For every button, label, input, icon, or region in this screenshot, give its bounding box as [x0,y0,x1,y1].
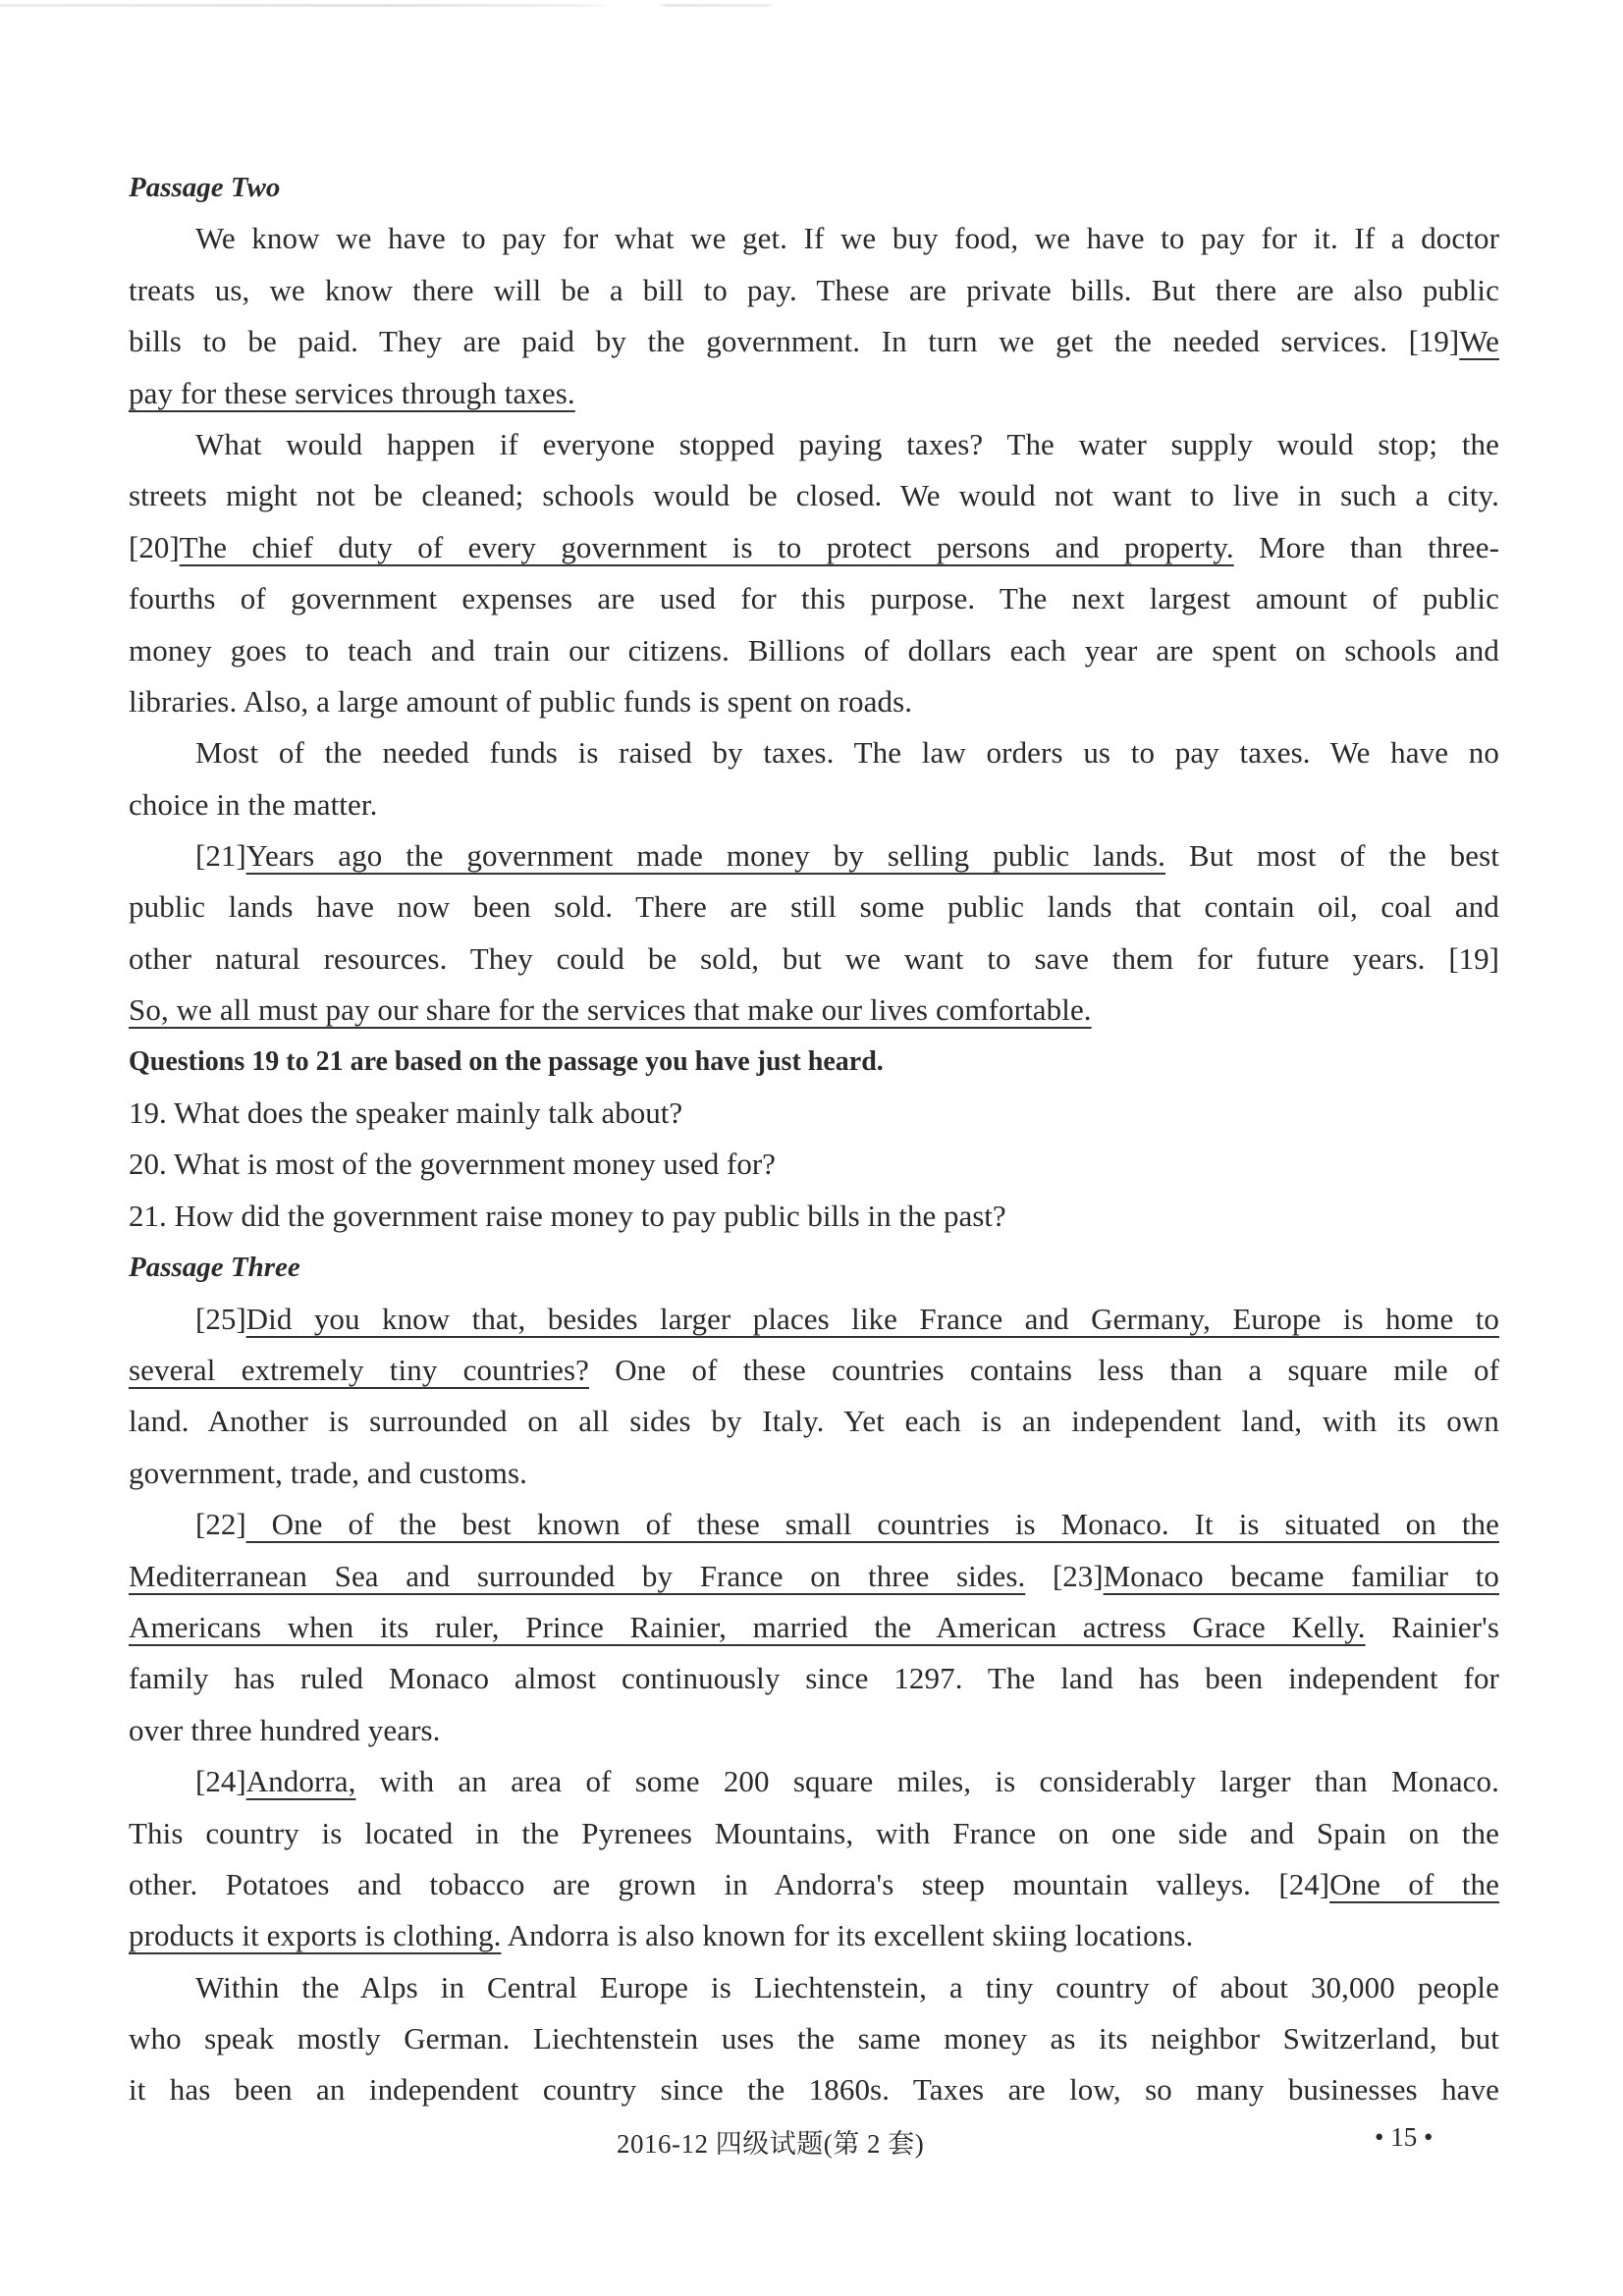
paragraph-line: over three hundred years. [129,1712,441,1747]
question-20: 20. What is most of the government money used for? [129,1147,776,1182]
underlined-answer: One of the [1329,1866,1500,1901]
paragraph-line: products it exports is clothing. Andorra is also known for its excellent skiing locations. [129,1918,1194,1953]
paragraph-line: money goes to teach and train our citizens. Billions of dollars each year are spent on schools and [129,632,1499,667]
paragraph-line [129,1551,1499,1602]
paragraph-line: choice in the matter. [129,786,378,822]
question-21: 21. How did the government raise money to pay public bills in the past? [129,1198,1006,1233]
paragraph-line: government, trade, and customs. [129,1455,527,1490]
paragraph-line: Most of the needed funds is raised by taxes. The law orders us to pay taxes. We have no [195,735,1499,771]
paragraph-line: [24]Andorra, with an area of some 200 square miles, is considerably larger than Monaco. [195,1764,1499,1799]
paragraph-line: other. Potatoes and tobacco are grown in Andorra's steep mountain valleys. [24]One of the [129,1866,1500,1901]
paragraph-line: [20]The chief duty of every government is to protect persons and property. More than three- [129,529,1500,564]
underlined-answer: So, we all must pay our share for the services that make our lives comfortable. [129,992,1092,1028]
answer-marker: [23] [1052,1558,1104,1593]
page-number: • 15 • [1375,2122,1434,2152]
passage-three-title: Passage Three [129,1252,300,1284]
paragraph-line: land. Another is surrounded on all sides by Italy. Yet each is an independent land, with its own [129,1404,1499,1439]
underlined-answer: One of the best known of these small countries is Monaco. It is situated on the [245,1507,1499,1542]
paragraph-line: family has ruled Monaco almost continuously since 1297. The land has been independent for [129,1661,1499,1696]
paragraph-line: several extremely tiny countries? One of these countries contains less than a square mile of [129,1352,1499,1387]
paragraph-line: This country is located in the Pyrenees Mountains, with France on one side and Spain on the [129,1815,1499,1850]
paragraph-line: public lands have now been sold. There are still some public lands that contain oil, coal and [129,889,1499,925]
paragraph-line [129,1499,1499,1550]
underlined-answer: The chief duty of every government is to protect persons and property. [179,529,1234,564]
paragraph-line: Within the Alps in Central Europe is Liechtenstein, a tiny country of about 30,000 people [195,1969,1499,2004]
page-footer [0,2122,1623,2162]
answer-marker: [24] [195,1764,246,1799]
exam-label: 2016-12 四级试题(第 2 套) [617,2129,925,2159]
paragraph-line: treats us, we know there will be a bill to pay. These are private bills. But there are also public [129,272,1499,307]
question-19: 19. What does the speaker mainly talk about? [129,1095,683,1131]
underlined-answer: Did you know that, besides larger places like France and Germany, Europe is home to [245,1301,1499,1336]
paragraph-line: who speak mostly German. Liechtenstein uses the same money as its neighbor Switzerland, but [129,2021,1499,2056]
paragraph-line: fourths of government expenses are used for this purpose. The next largest amount of public [129,581,1499,616]
underlined-answer: Americans when its ruler, Prince Rainier, married the American actress Grace Kelly. [129,1609,1366,1644]
answer-marker: [19] [1448,940,1499,976]
underlined-answer: several extremely tiny countries? [129,1352,590,1387]
answer-marker: [25] [195,1301,246,1336]
answer-marker: [21] [195,838,246,874]
paragraph-line: libraries. Also, a large amount of public funds is spent on roads. [129,683,913,719]
paragraph-line: We know we have to pay for what we get. If we buy food, we have to pay for it. If a doctor [195,221,1499,256]
paragraph-line: streets might not be cleaned; schools would be closed. We would not want to live in such a city. [129,478,1499,513]
underlined-answer: Years ago the government made money by selling public lands. [245,838,1165,874]
underlined-answer: pay for these services through taxes. [129,375,575,410]
answer-marker: [24] [1278,1866,1330,1901]
paragraph-line: it has been an independent country since the 1860s. Taxes are low, so many businesses have [129,2072,1499,2108]
underlined-answer: Monaco became familiar to [1103,1558,1499,1593]
paragraph-line [129,985,1499,1036]
paragraph-line: other natural resources. They could be sold, but we want to save them for future years. [19] [129,940,1499,976]
answer-marker: [22] [195,1507,246,1542]
paragraph-line: [21]Years ago the government made money by selling public lands. But most of the best [195,838,1499,874]
paragraph-line [129,1294,1499,1345]
questions-heading: Questions 19 to 21 are based on the passage you have just heard. [129,1045,884,1077]
underlined-answer: products it exports is clothing. [129,1918,502,1953]
paragraph-line [129,368,1499,419]
paragraph-line: bills to be paid. They are paid by the government. In turn we get the needed services. [19]We [129,324,1499,359]
document-page [129,162,1499,2116]
paragraph-line: What would happen if everyone stopped paying taxes? The water supply would stop; the [195,426,1499,461]
scan-edge-artifact [0,4,982,7]
answer-marker: [19] [1408,324,1460,359]
underlined-answer: Mediterranean Sea and surrounded by France on three sides. [129,1558,1026,1593]
passage-two-title: Passage Two [129,172,281,203]
underlined-answer: Andorra, [245,1764,356,1799]
paragraph-line: Americans when its ruler, Prince Rainier, married the American actress Grace Kelly. Rainier's [129,1609,1499,1644]
answer-marker: [20] [129,529,180,564]
underlined-answer: We [1459,324,1499,359]
